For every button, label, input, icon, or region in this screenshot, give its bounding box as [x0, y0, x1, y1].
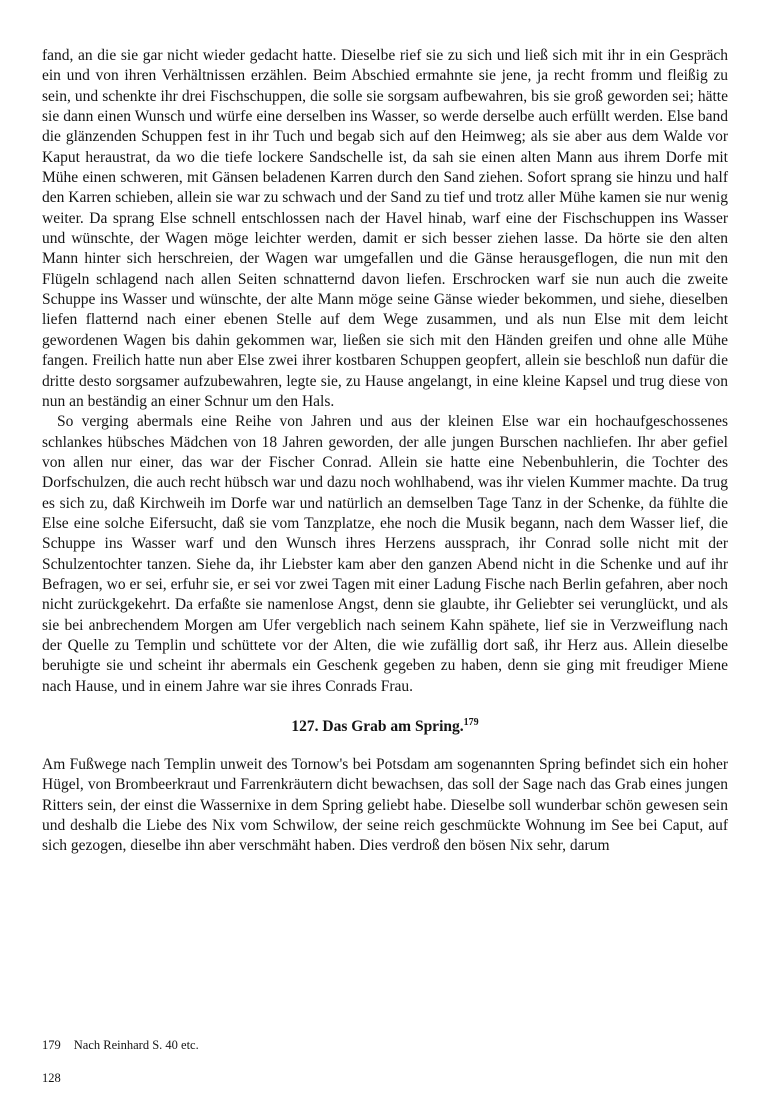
page-number: 128	[42, 1071, 61, 1085]
footnote-marker: 179	[42, 1038, 61, 1052]
footnote-reference: 179	[463, 716, 479, 728]
paragraph-continuation: fand, an die sie gar nicht wieder gedacht hatte. Dieselbe rief sie zu sich und ließ sich mit ihr in ein Gespräch ein und von ihren Verhältnissen erzählen. Beim Abschied ermahnte sie jene, ja recht fromm und fleißig zu sein, und schenkte ihr drei Fischschuppen, die solle sie sorgsam aufbewahren, bis sie groß geworden sei; hätte sie dann einen Wunsch und würfe eine derselben ins Wasser, so werde derselbe auch erfüllt werden. Else band die glänzenden Schuppen fest in ihr Tuch und begab sich auf den Heimweg; als sie aber aus dem Walde vor Kaput heraustrat, da wo die tiefe lockere Sandschelle ist, da sah sie einen alten Mann aus ihrem Dorfe mit Mühe einen schweren, mit Gänsen beladenen Karren durch den Sand ziehen. Sofort sprang sie hinzu und half den Karren schieben, allein sie war zu schwach und der Sand zu tief und trotz aller Mühe kamen sie nur wenig weiter. Da sprang Else schnell entschlossen nach der Havel hinab, warf eine der Fischschuppen ins Wasser und wünschte, der Wagen möge leichter werden, damit er sich besser ziehen lasse. Da hörte sie den alten Mann hinter sich herschreien, der Wagen war umgefallen und die Gänse herausgeflogen, die nun mit den Flügeln schlagend nach allen Seiten schnatternd davon liefen. Erschrocken warf sie nun auch die zweite Schuppe ins Wasser und wünschte, der alte Mann möge seine Gänse wieder bekommen, und siehe, dieselben liefen flatternd nach einer ebenen Stelle auf dem Wege zusammen, und als nun Else mit dem leicht gewordenen Wagen bis dahin gekommen war, ließen sie sich mit den Händen greifen und ohne alle Mühe fangen. Freilich hatte nun aber Else zwei ihrer kostbaren Schuppen geopfert, allein sie beschloß nun dafür die dritte desto sorgsamer aufzubewahren, legte sie, zu Hause angelangt, in eine kleine Kapsel und trug diese von nun an beständig an einer Schnur um den Hals.	[42, 47, 728, 410]
section-heading	[42, 717, 728, 737]
text-block	[42, 46, 728, 857]
section-heading-text: 127. Das Grab am Spring.	[291, 718, 464, 735]
footnote-text: Nach Reinhard S. 40 etc.	[73, 1038, 199, 1052]
paragraph: So verging abermals eine Reihe von Jahren und aus der kleinen Else war ein hochaufgeschossenes schlankes hübsches Mädchen von 18 Jahren geworden, der alle jungen Burschen nachliefen. Ihr aber gefiel von allen nur einer, das war der Fischer Conrad. Allein sie hatte eine Nebenbuhlerin, die Tochter des Dorfschulzen, die auch recht hübsch war und dazu noch wohlhabend, was ihr vielen Kummer machte. Da trug es sich zu, daß Kirchweih im Dorfe war und natürlich an demselben Tage Tanz in der Schenke, da fühlte die Else eine solche Eifersucht, daß sie vom Tanzplatze, ehe noch die Musik begann, nach dem Wasser lief, die Schuppe ins Wasser warf und den Wunsch ihres Herzens aussprach, ihr Conrad solle nicht mit der Schulzentochter tanzen. Siehe da, ihr Liebster kam aber den ganzen Abend nicht in die Schenke und auf ihr Befragen, wo er sei, erfuhr sie, er sei vor zwei Tagen mit einer Ladung Fische nach Berlin gefahren, aber noch nicht zurückgekehrt. Da erfaßte sie namenlose Angst, denn sie glaubte, ihr Geliebter sei verunglückt, und als sie bei anbrechendem Morgen am Ufer vergeblich nach seinem Kahn spähete, lief sie in Verzweiflung nach der Quelle zu Templin und schüttete vor der Alten, die wie zufällig dort saß, ihr Herz aus. Allein dieselbe beruhigte sie und scheint ihr abermals ein Geschenk gegeben zu haben, denn sie ging mit freudiger Miene nach Hause, und in einem Jahre war sie ihres Conrads Frau.	[42, 413, 728, 695]
paragraph: Am Fußwege nach Templin unweit des Tornow's bei Potsdam am sogenannten Spring befindet sich ein hoher Hügel, von Brombeerkraut und Farrenkräutern dicht bewachsen, das soll der Sage nach das Grab eines jungen Ritters sein, der einst die Wassernixe in dem Spring geliebt habe. Dieselbe soll wunderbar schön gewesen sein und deshalb die Liebe des Nix vom Schwilow, der seine reich geschmückte Wohnung im See bei Caput, auf sich gezogen, dieselbe ihn aber verschmäht haben. Dies verdroß den bösen Nix sehr, darum	[42, 756, 728, 855]
footnote	[42, 1037, 728, 1053]
